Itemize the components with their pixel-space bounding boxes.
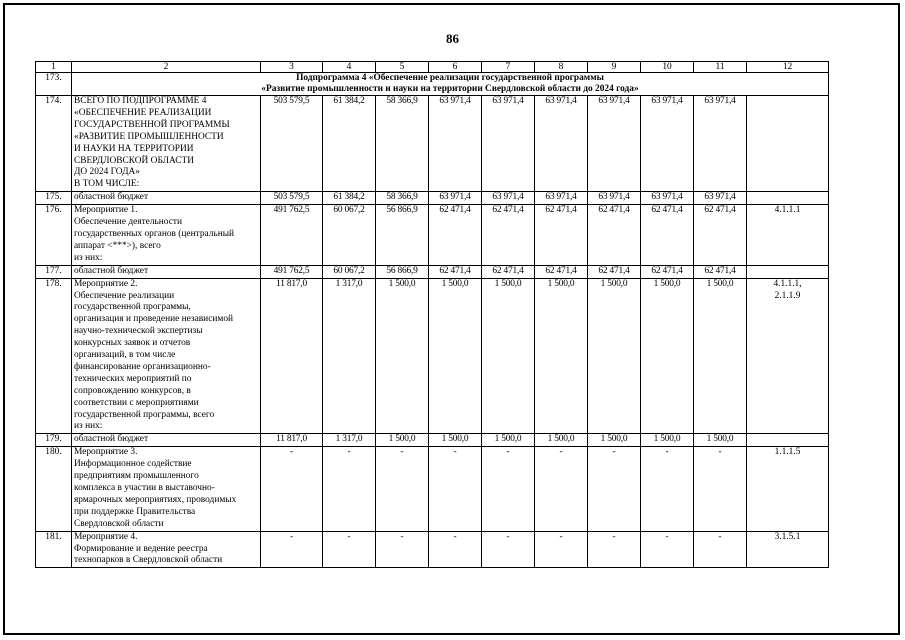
row-name-line: областной бюджет [74, 265, 149, 276]
row-name-line: областной бюджет [74, 192, 149, 203]
value-cell: 1 500,0 [641, 434, 694, 447]
value-cell: - [261, 447, 323, 531]
value-cell: 1 500,0 [641, 278, 694, 434]
row-name-line: ГОСУДАРСТВЕННОЙ ПРОГРАММЫ [74, 119, 230, 130]
value-cell: - [323, 531, 376, 568]
value-cell: 1 500,0 [429, 434, 482, 447]
value-cell: 491 762,5 [261, 265, 323, 278]
table-row [36, 447, 829, 531]
row-name-line: технических мероприятий по [74, 373, 192, 384]
row-name-line: технопарков в Свердловской области [74, 555, 223, 566]
value-cell: 1 500,0 [694, 278, 747, 434]
row-name-line: СВЕРДЛОВСКОЙ ОБЛАСТИ [74, 155, 195, 166]
value-cell: - [641, 531, 694, 568]
row-name-line: «РАЗВИТИЕ ПРОМЫШЛЕННОСТИ [74, 131, 224, 142]
value-cell: - [694, 531, 747, 568]
value-cell: 56 866,9 [376, 265, 429, 278]
value-cell: 62 471,4 [694, 265, 747, 278]
column-header: 10 [641, 62, 694, 73]
value-cell: - [694, 447, 747, 531]
row-name [72, 96, 261, 192]
value-cell: 61 384,2 [323, 96, 376, 192]
value-cell: - [376, 531, 429, 568]
row-name-line: областной бюджет [74, 434, 149, 445]
value-cell: - [641, 447, 694, 531]
row-name-line: государственной программы, [74, 302, 191, 313]
value-cell: 63 971,4 [694, 96, 747, 192]
row-name-line: из них: [74, 252, 103, 263]
row-name-line: государственных органов (центральный [74, 228, 235, 239]
row-name-line: ярмарочных мероприятиях, проводимых [74, 494, 237, 505]
value-cell: 63 971,4 [482, 192, 535, 205]
subprogram-title-line: «Развитие промышленности и науки на территории Свердловской области до 2024 года» [261, 84, 639, 94]
value-cell: 63 971,4 [535, 192, 588, 205]
row-name-line: Информационное содействие [74, 459, 192, 470]
subprogram-title [72, 73, 829, 96]
value-cell: 58 366,9 [376, 96, 429, 192]
row-name-line: В ТОМ ЧИСЛЕ: [74, 179, 140, 190]
row-number: 181. [36, 531, 72, 568]
target-code [747, 192, 829, 205]
target-code-line: 2.1.1.9 [774, 290, 801, 301]
target-code [747, 434, 829, 447]
value-cell: - [535, 531, 588, 568]
value-cell: 1 317,0 [323, 434, 376, 447]
target-code [747, 278, 829, 434]
value-cell: 61 384,2 [323, 192, 376, 205]
row-name-line: финансирование организационно- [74, 361, 211, 372]
value-cell: - [323, 447, 376, 531]
value-cell: - [376, 447, 429, 531]
value-cell: 503 579,5 [261, 96, 323, 192]
value-cell: 63 971,4 [429, 96, 482, 192]
row-name-line: предприятиям промышленного [74, 471, 199, 482]
value-cell: 63 971,4 [641, 96, 694, 192]
column-header: 2 [72, 62, 261, 73]
value-cell: - [535, 447, 588, 531]
value-cell: 63 971,4 [694, 192, 747, 205]
column-header: 5 [376, 62, 429, 73]
value-cell: 503 579,5 [261, 192, 323, 205]
row-name [72, 434, 261, 447]
target-code [747, 96, 829, 192]
value-cell: 63 971,4 [588, 192, 641, 205]
value-cell: - [261, 531, 323, 568]
column-header: 4 [323, 62, 376, 73]
target-code-line: 4.1.1.1, [773, 278, 802, 289]
value-cell: - [588, 447, 641, 531]
row-name-line: Мероприятие 1. [74, 205, 138, 216]
row-name-line: комплекса в участии в выставочно- [74, 483, 215, 493]
table-row [36, 205, 829, 266]
page-number: 86 [446, 31, 459, 46]
value-cell: 1 500,0 [482, 434, 535, 447]
value-cell: 1 500,0 [588, 434, 641, 447]
row-name-line: ДО 2024 ГОДА» [74, 167, 140, 178]
column-header: 1 [36, 62, 72, 73]
row-number: 180. [36, 447, 72, 531]
table-row [36, 278, 829, 434]
table-row [36, 192, 829, 205]
column-header: 12 [747, 62, 829, 73]
row-name-line: сопровождению конкурсов, в [74, 385, 191, 396]
row-number: 178. [36, 278, 72, 434]
row-name-line: аппарат <***>), всего [74, 240, 161, 251]
row-number: 173. [36, 73, 72, 96]
value-cell: 11 817,0 [261, 278, 323, 434]
row-name-line: конкурсных заявок и отчетов [74, 338, 191, 349]
row-name-line: Свердловской области [74, 518, 164, 529]
value-cell: 62 471,4 [429, 265, 482, 278]
subprogram-title-line: Подпрограмма 4 «Обеспечение реализации государственной программы [296, 73, 604, 83]
row-number: 177. [36, 265, 72, 278]
table-row [36, 531, 829, 568]
value-cell: 62 471,4 [694, 205, 747, 266]
value-cell: 63 971,4 [482, 96, 535, 192]
value-cell: 1 500,0 [376, 434, 429, 447]
row-name [72, 265, 261, 278]
row-name [72, 278, 261, 434]
value-cell: 58 366,9 [376, 192, 429, 205]
value-cell: 1 500,0 [482, 278, 535, 434]
target-code: 4.1.1.1 [747, 205, 829, 266]
column-header: 3 [261, 62, 323, 73]
row-name-line: организация и проведение независимой [74, 314, 234, 325]
row-name-line: Мероприятие 2. [74, 278, 138, 289]
table-row [36, 96, 829, 192]
value-cell: 1 500,0 [694, 434, 747, 447]
budget-table [35, 61, 829, 568]
value-cell: 62 471,4 [535, 205, 588, 266]
value-cell: 1 500,0 [535, 278, 588, 434]
value-cell: 60 067,2 [323, 205, 376, 266]
column-header: 7 [482, 62, 535, 73]
row-name-line: Обеспечение реализации [74, 290, 175, 301]
value-cell: 1 500,0 [535, 434, 588, 447]
row-name-line: государственной программы, всего [74, 409, 215, 420]
value-cell: 62 471,4 [482, 205, 535, 266]
value-cell: 1 500,0 [376, 278, 429, 434]
value-cell: - [429, 447, 482, 531]
row-number: 179. [36, 434, 72, 447]
row-name-line: Мероприятие 4. [74, 531, 138, 542]
row-name [72, 447, 261, 531]
row-name-line: И НАУКИ НА ТЕРРИТОРИИ [74, 143, 194, 154]
value-cell: 62 471,4 [429, 205, 482, 266]
column-header-row [36, 62, 829, 73]
value-cell: - [482, 531, 535, 568]
row-name-line: при поддержке Правительства [74, 506, 196, 517]
row-number: 174. [36, 96, 72, 192]
row-name-line: Мероприятие 3. [74, 447, 138, 458]
column-header: 9 [588, 62, 641, 73]
value-cell: 11 817,0 [261, 434, 323, 447]
target-code [747, 265, 829, 278]
value-cell: 62 471,4 [641, 265, 694, 278]
value-cell: 62 471,4 [588, 205, 641, 266]
row-name-line: Формирование и ведение реестра [74, 543, 208, 554]
row-number: 175. [36, 192, 72, 205]
row-name-line: организаций, в том числе [74, 350, 176, 361]
row-name [72, 192, 261, 205]
row-name-line: «ОБЕСПЕЧЕНИЕ РЕАЛИЗАЦИИ [74, 107, 212, 118]
row-name-line: ВСЕГО ПО ПОДПРОГРАММЕ 4 [74, 96, 207, 106]
column-header: 11 [694, 62, 747, 73]
value-cell: 1 500,0 [429, 278, 482, 434]
value-cell: 63 971,4 [641, 192, 694, 205]
row-number: 176. [36, 205, 72, 266]
value-cell: - [429, 531, 482, 568]
target-code: 1.1.1.5 [747, 447, 829, 531]
column-header: 8 [535, 62, 588, 73]
value-cell: 1 317,0 [323, 278, 376, 434]
value-cell: 63 971,4 [429, 192, 482, 205]
value-cell: 1 500,0 [588, 278, 641, 434]
value-cell: 56 866,9 [376, 205, 429, 266]
target-code: 3.1.5.1 [747, 531, 829, 568]
column-header: 6 [429, 62, 482, 73]
value-cell: 63 971,4 [588, 96, 641, 192]
value-cell: 491 762,5 [261, 205, 323, 266]
table-row [36, 434, 829, 447]
row-name [72, 531, 261, 568]
row-name-line: из них: [74, 421, 103, 432]
value-cell: 62 471,4 [535, 265, 588, 278]
value-cell: - [482, 447, 535, 531]
subprogram-row [36, 73, 829, 96]
row-name-line: соответствии с мероприятиями [74, 397, 199, 408]
value-cell: 62 471,4 [641, 205, 694, 266]
value-cell: 60 067,2 [323, 265, 376, 278]
value-cell: 63 971,4 [535, 96, 588, 192]
value-cell: - [588, 531, 641, 568]
table-row [36, 265, 829, 278]
row-name-line: Обеспечение деятельности [74, 217, 183, 228]
value-cell: 62 471,4 [482, 265, 535, 278]
row-name-line: научно-технической экспертизы [74, 326, 203, 337]
row-name [72, 205, 261, 266]
value-cell: 62 471,4 [588, 265, 641, 278]
